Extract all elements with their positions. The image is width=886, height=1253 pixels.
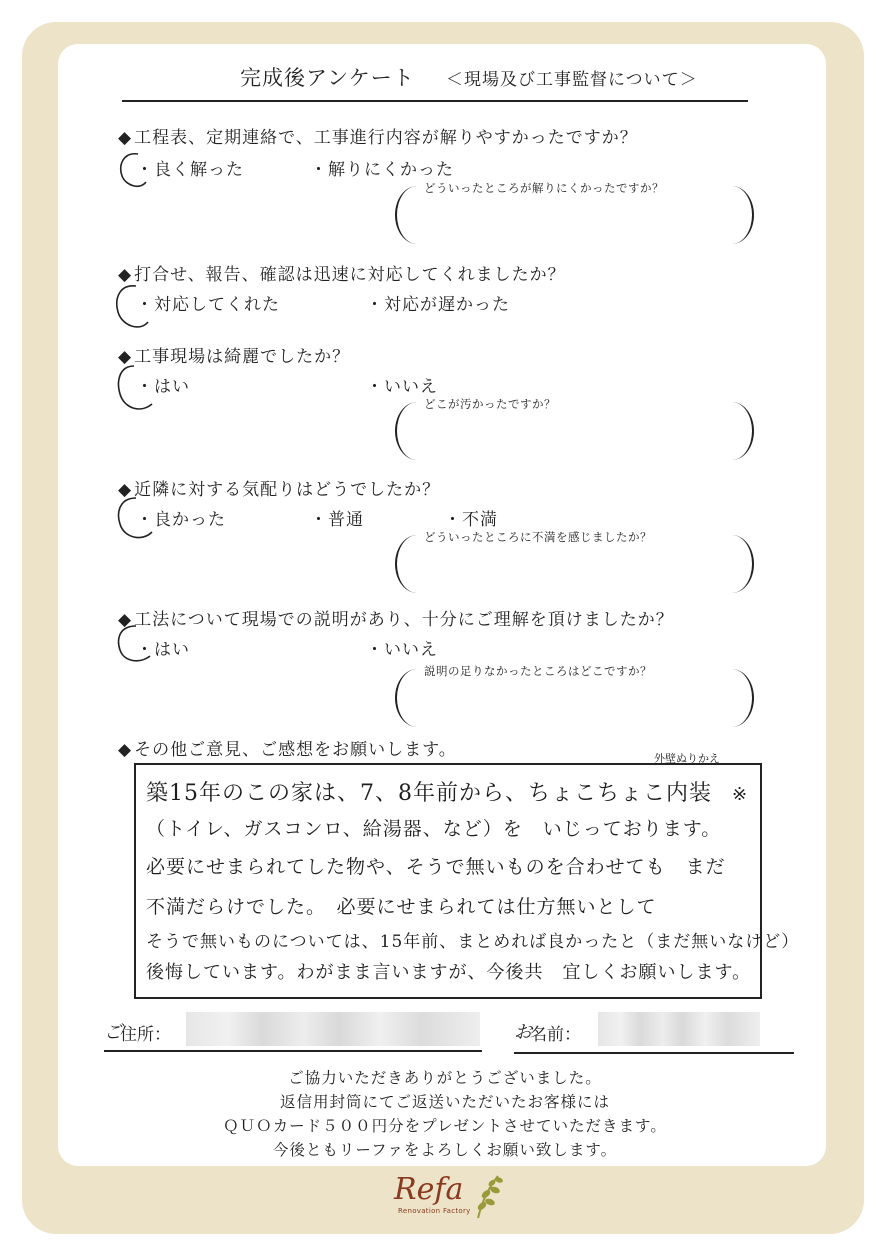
q4-prompt: どういったところに不満を感じましたか？ xyxy=(424,530,652,544)
diamond-icon: ◆ xyxy=(118,610,133,630)
q1-option-2[interactable]: ・解りにくかった xyxy=(310,160,454,180)
name-redacted xyxy=(598,1012,760,1046)
handwritten-line-3: 必要にせまられてした物や、そうで無いものを合わせても まだ xyxy=(146,856,726,878)
q1-prompt: どういったところが解りにくかったですか？ xyxy=(424,181,664,195)
address-underline xyxy=(104,1050,482,1052)
address-redacted xyxy=(186,1012,480,1046)
question-5-text: 工法について現場での説明があり、十分にご理解を頂けましたか？ xyxy=(134,610,674,630)
q3-option-1[interactable]: ・はい xyxy=(136,377,190,397)
q5-option-1[interactable]: ・はい xyxy=(136,640,190,660)
footer-line-1: ご協力いただきありがとうございました。 xyxy=(288,1069,602,1087)
footer-line-2: 返信用封筒にてご返送いただいたお客様には xyxy=(279,1093,610,1111)
q2-option-2[interactable]: ・対応が遅かった xyxy=(366,295,510,315)
q4-option-3[interactable]: ・不満 xyxy=(444,510,498,530)
page-title: 完成後アンケート xyxy=(240,66,415,90)
question-1-text: 工程表、定期連絡で、工事進行内容が解りやすかったですか？ xyxy=(134,128,638,148)
handwritten-line-5: そうで無いものについては、15年前、まとめれば良かったと（まだ無いなけど） xyxy=(146,932,800,952)
answer-circle-q5 xyxy=(112,622,164,668)
question-1 xyxy=(118,123,638,148)
name-underline xyxy=(514,1052,794,1054)
question-4 xyxy=(118,475,440,500)
q4-option-1[interactable]: ・良かった xyxy=(136,510,226,530)
comments-question-text: その他ご意見、ご感想をお願いします。 xyxy=(134,740,457,760)
diamond-icon: ◆ xyxy=(118,265,133,285)
name-prefix-handwritten: お xyxy=(514,1022,532,1043)
name-label: 名前： xyxy=(530,1025,581,1045)
answer-circle-q2 xyxy=(110,282,166,336)
handwritten-line-2: （トイレ、ガスコンロ、給湯器、など）を いじっております。 xyxy=(146,818,722,840)
diamond-icon: ◆ xyxy=(118,480,133,500)
page-subtitle: ＜現場及び工事監督について＞ xyxy=(446,70,698,90)
answer-circle-q4 xyxy=(112,494,166,546)
footer-line-3: ＱＵＯカード５００円分をプレゼントさせていただきます。 xyxy=(223,1117,667,1135)
handwritten-insert: 外壁ぬりかえ xyxy=(654,752,720,765)
handwritten-mark: ※ xyxy=(732,784,748,805)
answer-circle-q1 xyxy=(116,150,166,192)
answer-circle-q3 xyxy=(112,362,164,418)
refa-logo: Refa xyxy=(394,1172,464,1207)
q3-option-2[interactable]: ・いいえ xyxy=(366,377,438,397)
q2-option-1[interactable]: ・対応してくれた xyxy=(136,295,280,315)
question-3-text: 工事現場は綺麗でしたか？ xyxy=(134,347,351,367)
address-prefix-handwritten: ご xyxy=(104,1022,122,1043)
diamond-icon: ◆ xyxy=(118,740,133,760)
q4-option-2[interactable]: ・普通 xyxy=(310,510,364,530)
diamond-icon: ◆ xyxy=(118,347,133,367)
handwritten-line-1: 築15年のこの家は、7、8年前から、ちょこちょこ内装 xyxy=(146,781,712,806)
question-4-text: 近隣に対する気配りはどうでしたか？ xyxy=(134,480,441,500)
handwritten-line-4: 不満だらけでした。 必要にせまられては仕方無いとして xyxy=(146,896,657,918)
question-2 xyxy=(118,260,566,285)
q5-prompt: 説明の足りなかったところはどこですか？ xyxy=(424,664,652,678)
address-label: 住所： xyxy=(120,1025,171,1045)
q5-option-2[interactable]: ・いいえ xyxy=(366,640,438,660)
footer-line-4: 今後ともリーファをよろしくお願い致します。 xyxy=(272,1141,618,1159)
header xyxy=(122,56,748,102)
question-2-text: 打合せ、報告、確認は迅速に対応してくれましたか？ xyxy=(134,265,566,285)
question-5 xyxy=(118,605,674,630)
q3-prompt: どこが汚かったですか？ xyxy=(424,397,556,411)
diamond-icon: ◆ xyxy=(118,128,133,148)
leaf-icon xyxy=(470,1172,504,1220)
refa-tagline: Renovation Factory xyxy=(398,1207,471,1215)
comments-question xyxy=(118,735,457,760)
handwritten-line-6: 後悔しています。わがまま言いますが、今後共 宜しくお願いします。 xyxy=(146,962,752,983)
q1-option-1[interactable]: ・良く解った xyxy=(136,160,244,180)
